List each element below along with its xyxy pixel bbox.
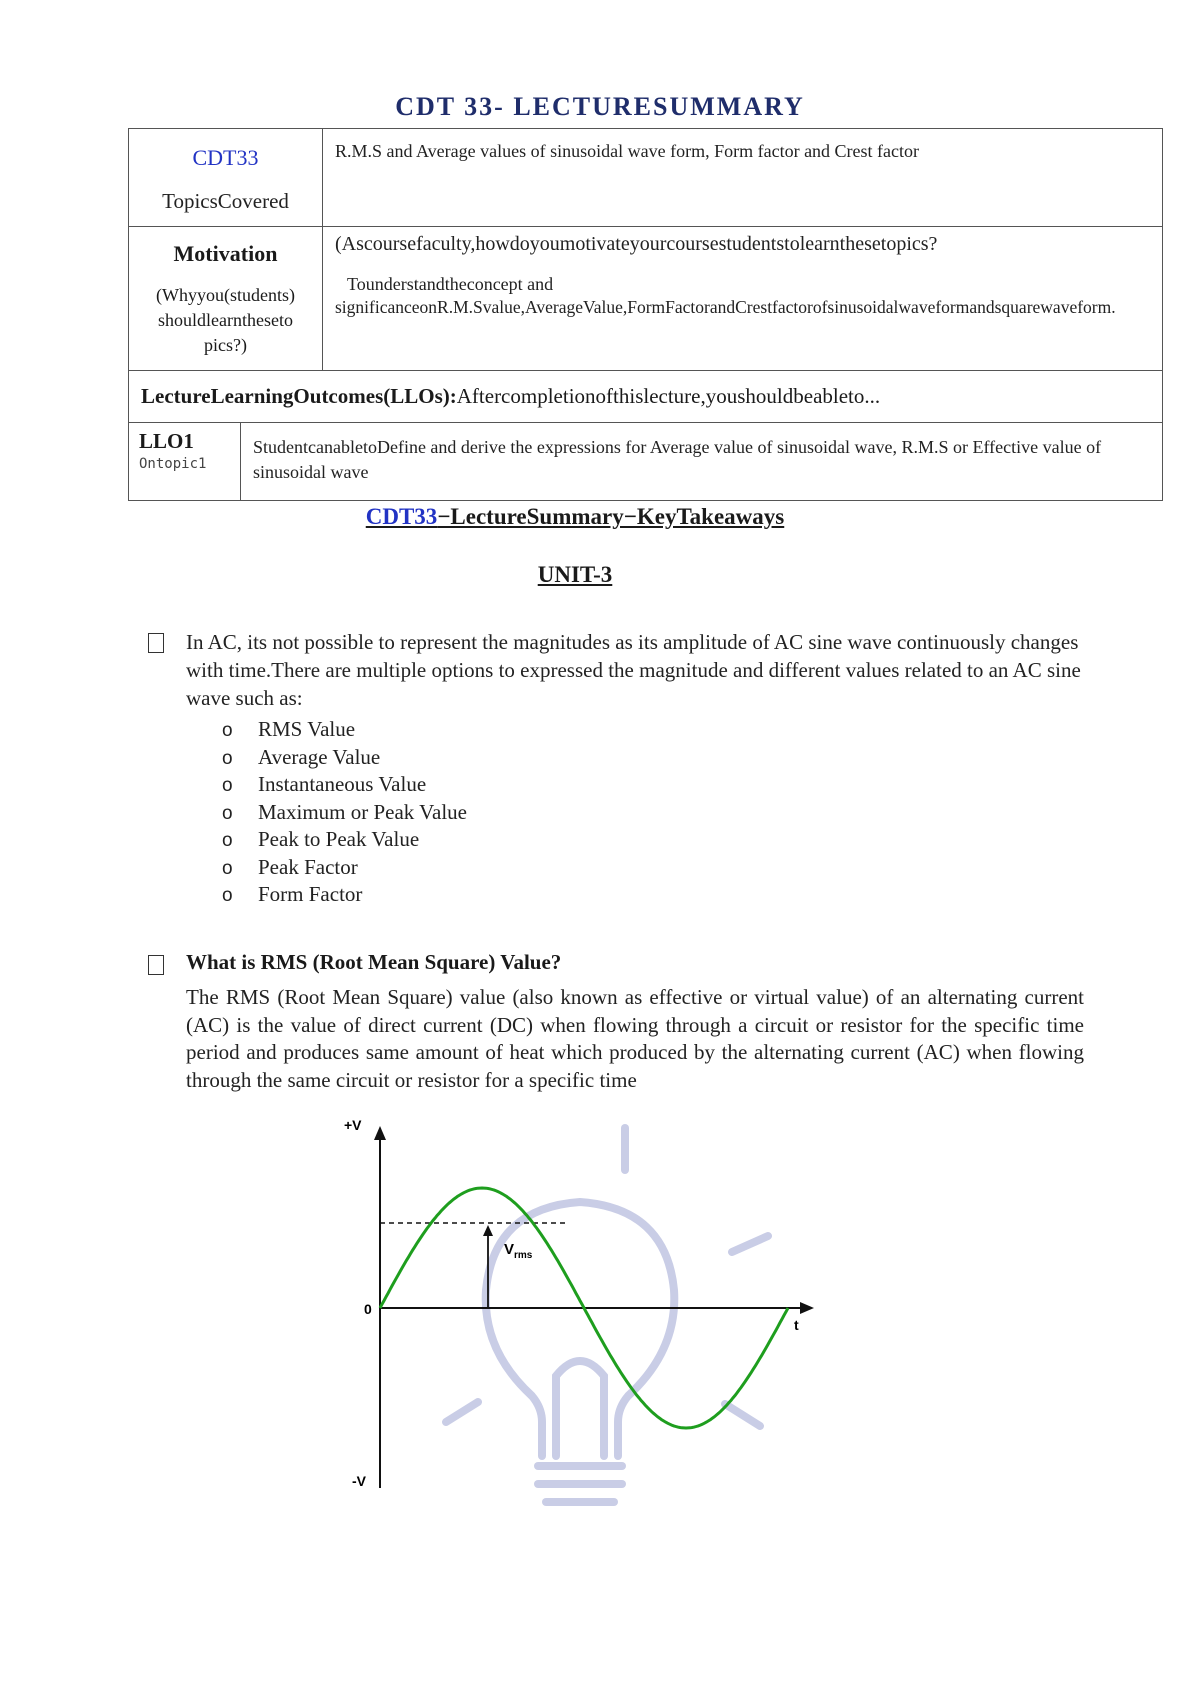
circle-bullet-icon: o <box>222 747 233 769</box>
page-header-title: CDT 33- LECTURESUMMARY <box>395 92 805 121</box>
label-zero: 0 <box>364 1301 372 1317</box>
list-item-label: Peak Factor <box>258 854 358 879</box>
topics-text: R.M.S and Average values of sinusoidal wave form, Form factor and Crest factor <box>323 129 1163 227</box>
motivation-content <box>323 227 1163 371</box>
motivation-row <box>129 227 1163 371</box>
list-item-label: Average Value <box>258 744 381 769</box>
list-item-label: Maximum or Peak Value <box>258 799 467 824</box>
circle-bullet-icon: o <box>222 830 233 851</box>
vertical-axis-arrow-icon <box>374 1126 386 1140</box>
llo-heading <box>129 371 1163 423</box>
bullet-box-icon <box>148 633 164 653</box>
rms-paragraph: The RMS (Root Mean Square) value (also known as effective or virtual value) of an alternating current (AC) is the value of direct current (DC) when flowing through a circuit or resistor for the specific time period and produces same amount of heat which produced by the alternating current (AC) when flowing through the same circuit or resistor for a specific time <box>186 985 1084 1092</box>
course-code: CDT33 <box>192 145 259 170</box>
list-item <box>222 744 467 772</box>
key-takeaways-rest: −LectureSummary−KeyTakeaways <box>437 504 785 529</box>
label-positive-v: +V <box>344 1117 362 1133</box>
topics-row <box>129 129 1163 227</box>
motivation-subtext: (Whyyou(students) shouldlearntheseto pics?) <box>156 285 295 355</box>
label-vrms-main: V <box>504 1241 515 1258</box>
list-item-label: RMS Value <box>258 717 356 741</box>
motivation-cell <box>129 227 323 371</box>
lightbulb-watermark-icon <box>446 1128 768 1502</box>
label-vrms <box>504 1241 533 1261</box>
rms-wave-figure <box>344 1117 890 1540</box>
intro-paragraph: In AC, its not possible to represent the magnitudes as its amplitude of AC sine wave continuously changes with time.There are multiple options to expressed the magnitude and different values related to an AC sine wave such as: <box>186 630 1081 710</box>
label-negative-v: -V <box>352 1473 366 1489</box>
bullet-box-icon <box>148 955 164 975</box>
llo1-row <box>129 423 1163 501</box>
topics-cell <box>129 129 323 227</box>
unit-title: UNIT-3 <box>537 562 613 587</box>
list-item <box>222 799 467 827</box>
list-item <box>222 771 467 799</box>
circle-bullet-icon: o <box>222 720 233 741</box>
list-item <box>222 881 467 909</box>
label-vrms-sub: rms <box>514 1250 533 1261</box>
motivation-question: (Ascoursefaculty,howdoyoumotivateyourcoursestudentstolearnthesetopics? <box>335 233 938 255</box>
motivation-answer-line-1: Tounderstandtheconcept and <box>347 274 554 294</box>
motivation-answer-line-2: significanceonR.M.Svalue,AverageValue,FormFactorandCrestfactorofsinusoidalwaveformandsquarewaveform. <box>335 297 1116 317</box>
list-item <box>222 826 467 854</box>
llo-heading-rest: Aftercompletionofthislecture,youshouldbeableto... <box>456 384 881 408</box>
list-item-label: Instantaneous Value <box>258 772 427 796</box>
motivation-heading: Motivation <box>173 241 278 266</box>
llo1-label-cell <box>129 423 241 501</box>
list-item <box>222 716 467 744</box>
label-time: t <box>794 1317 799 1333</box>
circle-bullet-icon: o <box>222 857 233 879</box>
circle-bullet-icon: o <box>222 775 233 796</box>
rms-question: What is RMS (Root Mean Square) Value? <box>186 950 562 974</box>
llo-heading-bold: LectureLearningOutcomes(LLOs): <box>141 384 457 408</box>
list-item-label: Form Factor <box>258 882 363 906</box>
llo1-tag: LLO1 <box>139 429 194 453</box>
circle-bullet-icon: o <box>222 885 233 906</box>
llo-heading-row <box>129 371 1163 423</box>
list-item <box>222 854 467 882</box>
lecture-summary-table <box>128 128 1163 501</box>
list-item-label: Peak to Peak Value <box>258 827 420 851</box>
time-axis-arrow-icon <box>800 1302 814 1314</box>
llo1-topic: Ontopic1 <box>139 456 207 472</box>
page-header <box>0 88 1200 121</box>
value-types-list <box>222 716 467 909</box>
key-takeaways-code: CDT33 <box>365 504 438 529</box>
rms-marker-arrow-icon <box>483 1225 493 1236</box>
topics-label: TopicsCovered <box>162 189 289 213</box>
circle-bullet-icon: o <box>222 802 233 824</box>
llo1-text: StudentcanabletoDefine and derive the expressions for Average value of sinusoidal wave, R.M.S or Effective value of sinusoidal wave <box>241 423 1163 501</box>
key-takeaways-title <box>0 504 1150 530</box>
